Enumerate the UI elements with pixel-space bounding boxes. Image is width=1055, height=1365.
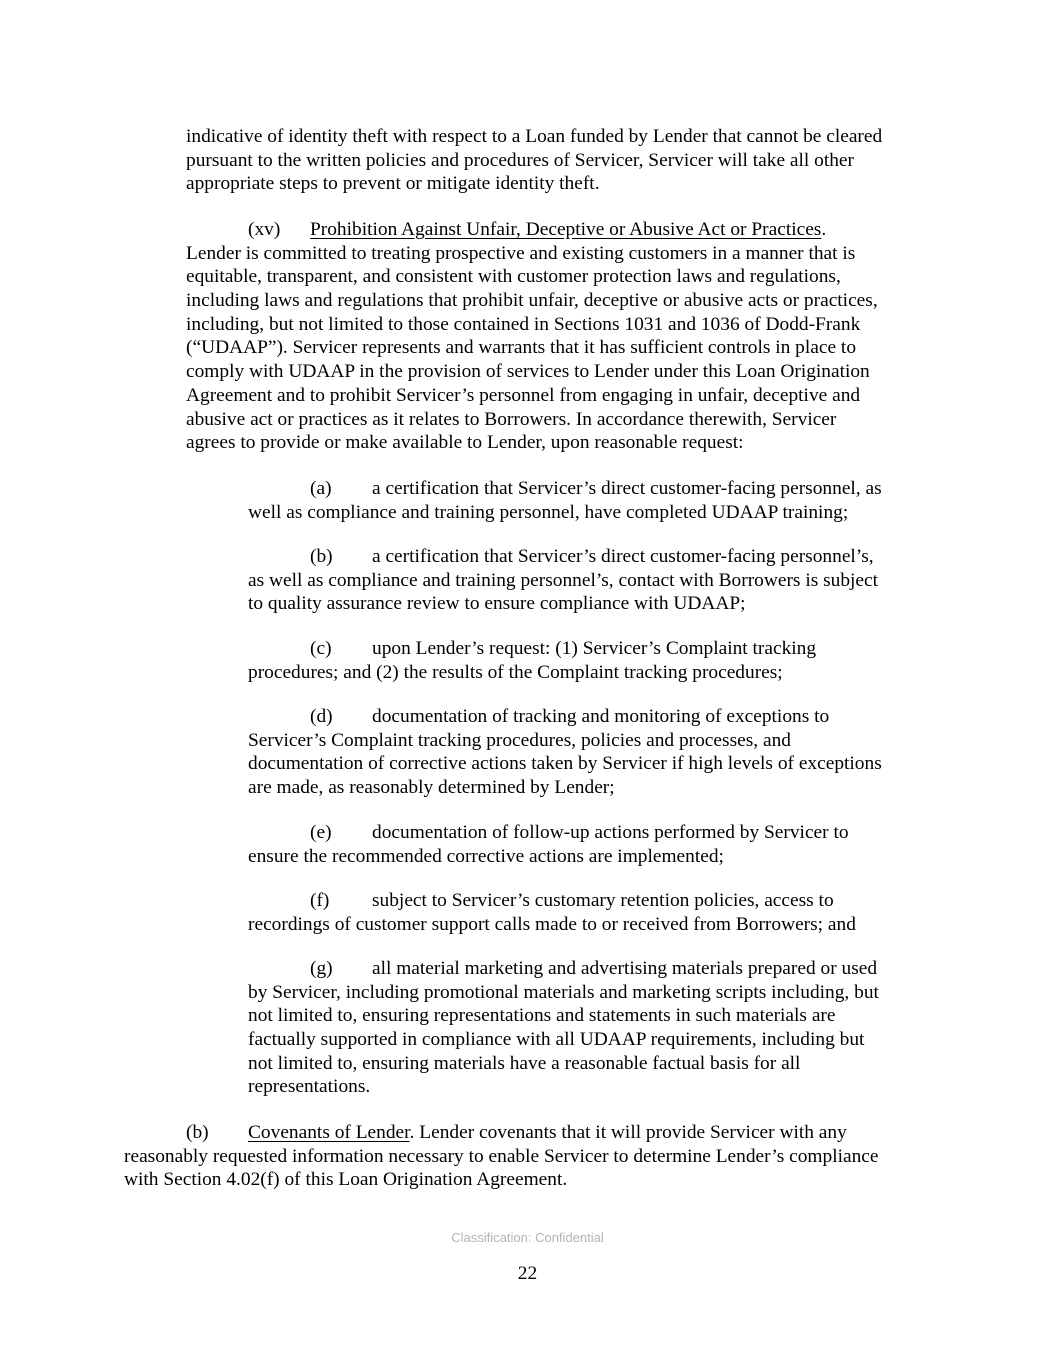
paragraph-line: comply with UDAAP in the provision of services to Lender under this Loan Origination xyxy=(186,361,870,383)
list-item-text: documentation of tracking and monitoring of exceptions to xyxy=(372,706,830,727)
paragraph-line: representations. xyxy=(248,1076,371,1098)
list-item-c xyxy=(248,637,816,684)
paragraph-line: reasonably requested information necessary to enable Servicer to determine Lender’s compliance xyxy=(124,1145,879,1167)
paragraph-line: including, but not limited to those contained in Sections 1031 and 1036 of Dodd-Frank xyxy=(186,313,861,335)
section-xv-heading-line xyxy=(186,218,878,242)
list-item-text: documentation of follow-up actions performed by Servicer to xyxy=(372,822,849,843)
list-item-label: (b) xyxy=(310,546,333,567)
paragraph-line: Agreement and to prohibit Servicer’s personnel from engaging in unfair, deceptive and xyxy=(186,384,861,406)
list-item-first-line xyxy=(248,477,882,501)
list-item-a xyxy=(248,477,882,524)
paragraph-line: documentation of corrective actions taken by Servicer if high levels of exceptions xyxy=(248,753,882,775)
section-xv-paragraph xyxy=(186,218,878,455)
paragraph-line: as well as compliance and training personnel’s, contact with Borrowers is subject xyxy=(248,569,879,591)
paragraph-line: procedures; and (2) the results of the Complaint tracking procedures; xyxy=(248,661,783,683)
paragraph-line: including laws and regulations that prohibit unfair, deceptive or abusive acts or practices, xyxy=(186,290,878,312)
list-item-label: (e) xyxy=(310,822,332,843)
list-item-text: a certification that Servicer’s direct customer-facing personnel’s, xyxy=(372,546,874,567)
paragraph-line: are made, as reasonably determined by Lender; xyxy=(248,777,615,799)
covenants-heading-line xyxy=(124,1121,879,1145)
list-item-text: upon Lender’s request: (1) Servicer’s Complaint tracking xyxy=(372,638,817,659)
paragraph-line: not limited to, ensuring materials have a reasonable factual basis for all xyxy=(248,1052,801,1074)
list-item-label: (f) xyxy=(310,890,330,911)
covenants-label: (b) xyxy=(186,1122,209,1143)
covenants-text: . Lender covenants that it will provide Servicer with any xyxy=(409,1122,847,1143)
intro-paragraph xyxy=(186,125,882,196)
list-item-e xyxy=(248,821,849,868)
paragraph-line: not limited to, ensuring representations and statements in such materials are xyxy=(248,1005,836,1027)
paragraph-line: to quality assurance review to ensure compliance with UDAAP; xyxy=(248,593,746,615)
paragraph-line: recordings of customer support calls made to or received from Borrowers; and xyxy=(248,913,856,935)
list-item-label: (g) xyxy=(310,958,333,979)
page-number: 22 xyxy=(517,1263,538,1284)
section-xv-label: (xv) xyxy=(248,219,281,240)
paragraph-line: pursuant to the written policies and procedures of Servicer, Servicer will take all other xyxy=(186,149,854,171)
list-item-d xyxy=(248,705,882,800)
paragraph-line: by Servicer, including promotional materials and marketing scripts including, but xyxy=(248,981,879,1003)
paragraph-line: well as compliance and training personnel, have completed UDAAP training; xyxy=(248,501,849,523)
covenants-heading: Covenants of Lender xyxy=(248,1122,410,1143)
paragraph-line: agrees to provide or make available to Lender, upon reasonable request: xyxy=(186,432,744,454)
paragraph-line: indicative of identity theft with respect to a Loan funded by Lender that cannot be cleared xyxy=(186,126,883,147)
list-item-first-line xyxy=(248,545,878,569)
paragraph-line: Servicer’s Complaint tracking procedures, policies and processes, and xyxy=(248,729,791,751)
list-item-label: (d) xyxy=(310,706,333,727)
paragraph-line: (“UDAAP”). Servicer represents and warrants that it has sufficient controls in place to xyxy=(186,337,857,359)
list-item-label: (a) xyxy=(310,478,332,499)
section-xv-heading-end: . xyxy=(821,219,827,240)
list-item-text: subject to Servicer’s customary retention policies, access to xyxy=(372,890,834,911)
list-item-f xyxy=(248,889,856,936)
covenants-paragraph xyxy=(124,1121,879,1192)
paragraph-line: Lender is committed to treating prospective and existing customers in a manner that is xyxy=(186,242,856,264)
list-item-first-line xyxy=(248,957,879,981)
list-item-first-line xyxy=(248,889,856,913)
list-item-label: (c) xyxy=(310,638,332,659)
list-item-text: all material marketing and advertising materials prepared or used xyxy=(372,958,878,979)
paragraph-line: ensure the recommended corrective actions are implemented; xyxy=(248,845,724,867)
list-item-first-line xyxy=(248,637,816,661)
paragraph-line: with Section 4.02(f) of this Loan Origination Agreement. xyxy=(124,1169,568,1191)
section-xv-heading: Prohibition Against Unfair, Deceptive or Abusive Act or Practices xyxy=(310,219,822,240)
paragraph-line: factually supported in compliance with all UDAAP requirements, including but xyxy=(248,1029,865,1051)
list-item-text: a certification that Servicer’s direct customer-facing personnel, as xyxy=(372,478,882,499)
classification-label: Classification: Confidential xyxy=(451,1230,604,1245)
list-item-first-line xyxy=(248,705,882,729)
paragraph-line: appropriate steps to prevent or mitigate identity theft. xyxy=(186,173,600,195)
paragraph-line: equitable, transparent, and consistent with customer protection laws and regulations, xyxy=(186,266,841,288)
paragraph-line: abusive act or practices as it relates to Borrowers. In accordance therewith, Servicer xyxy=(186,408,837,430)
list-item-g xyxy=(248,957,879,1099)
list-item-b xyxy=(248,545,878,616)
list-item-first-line xyxy=(248,821,849,845)
